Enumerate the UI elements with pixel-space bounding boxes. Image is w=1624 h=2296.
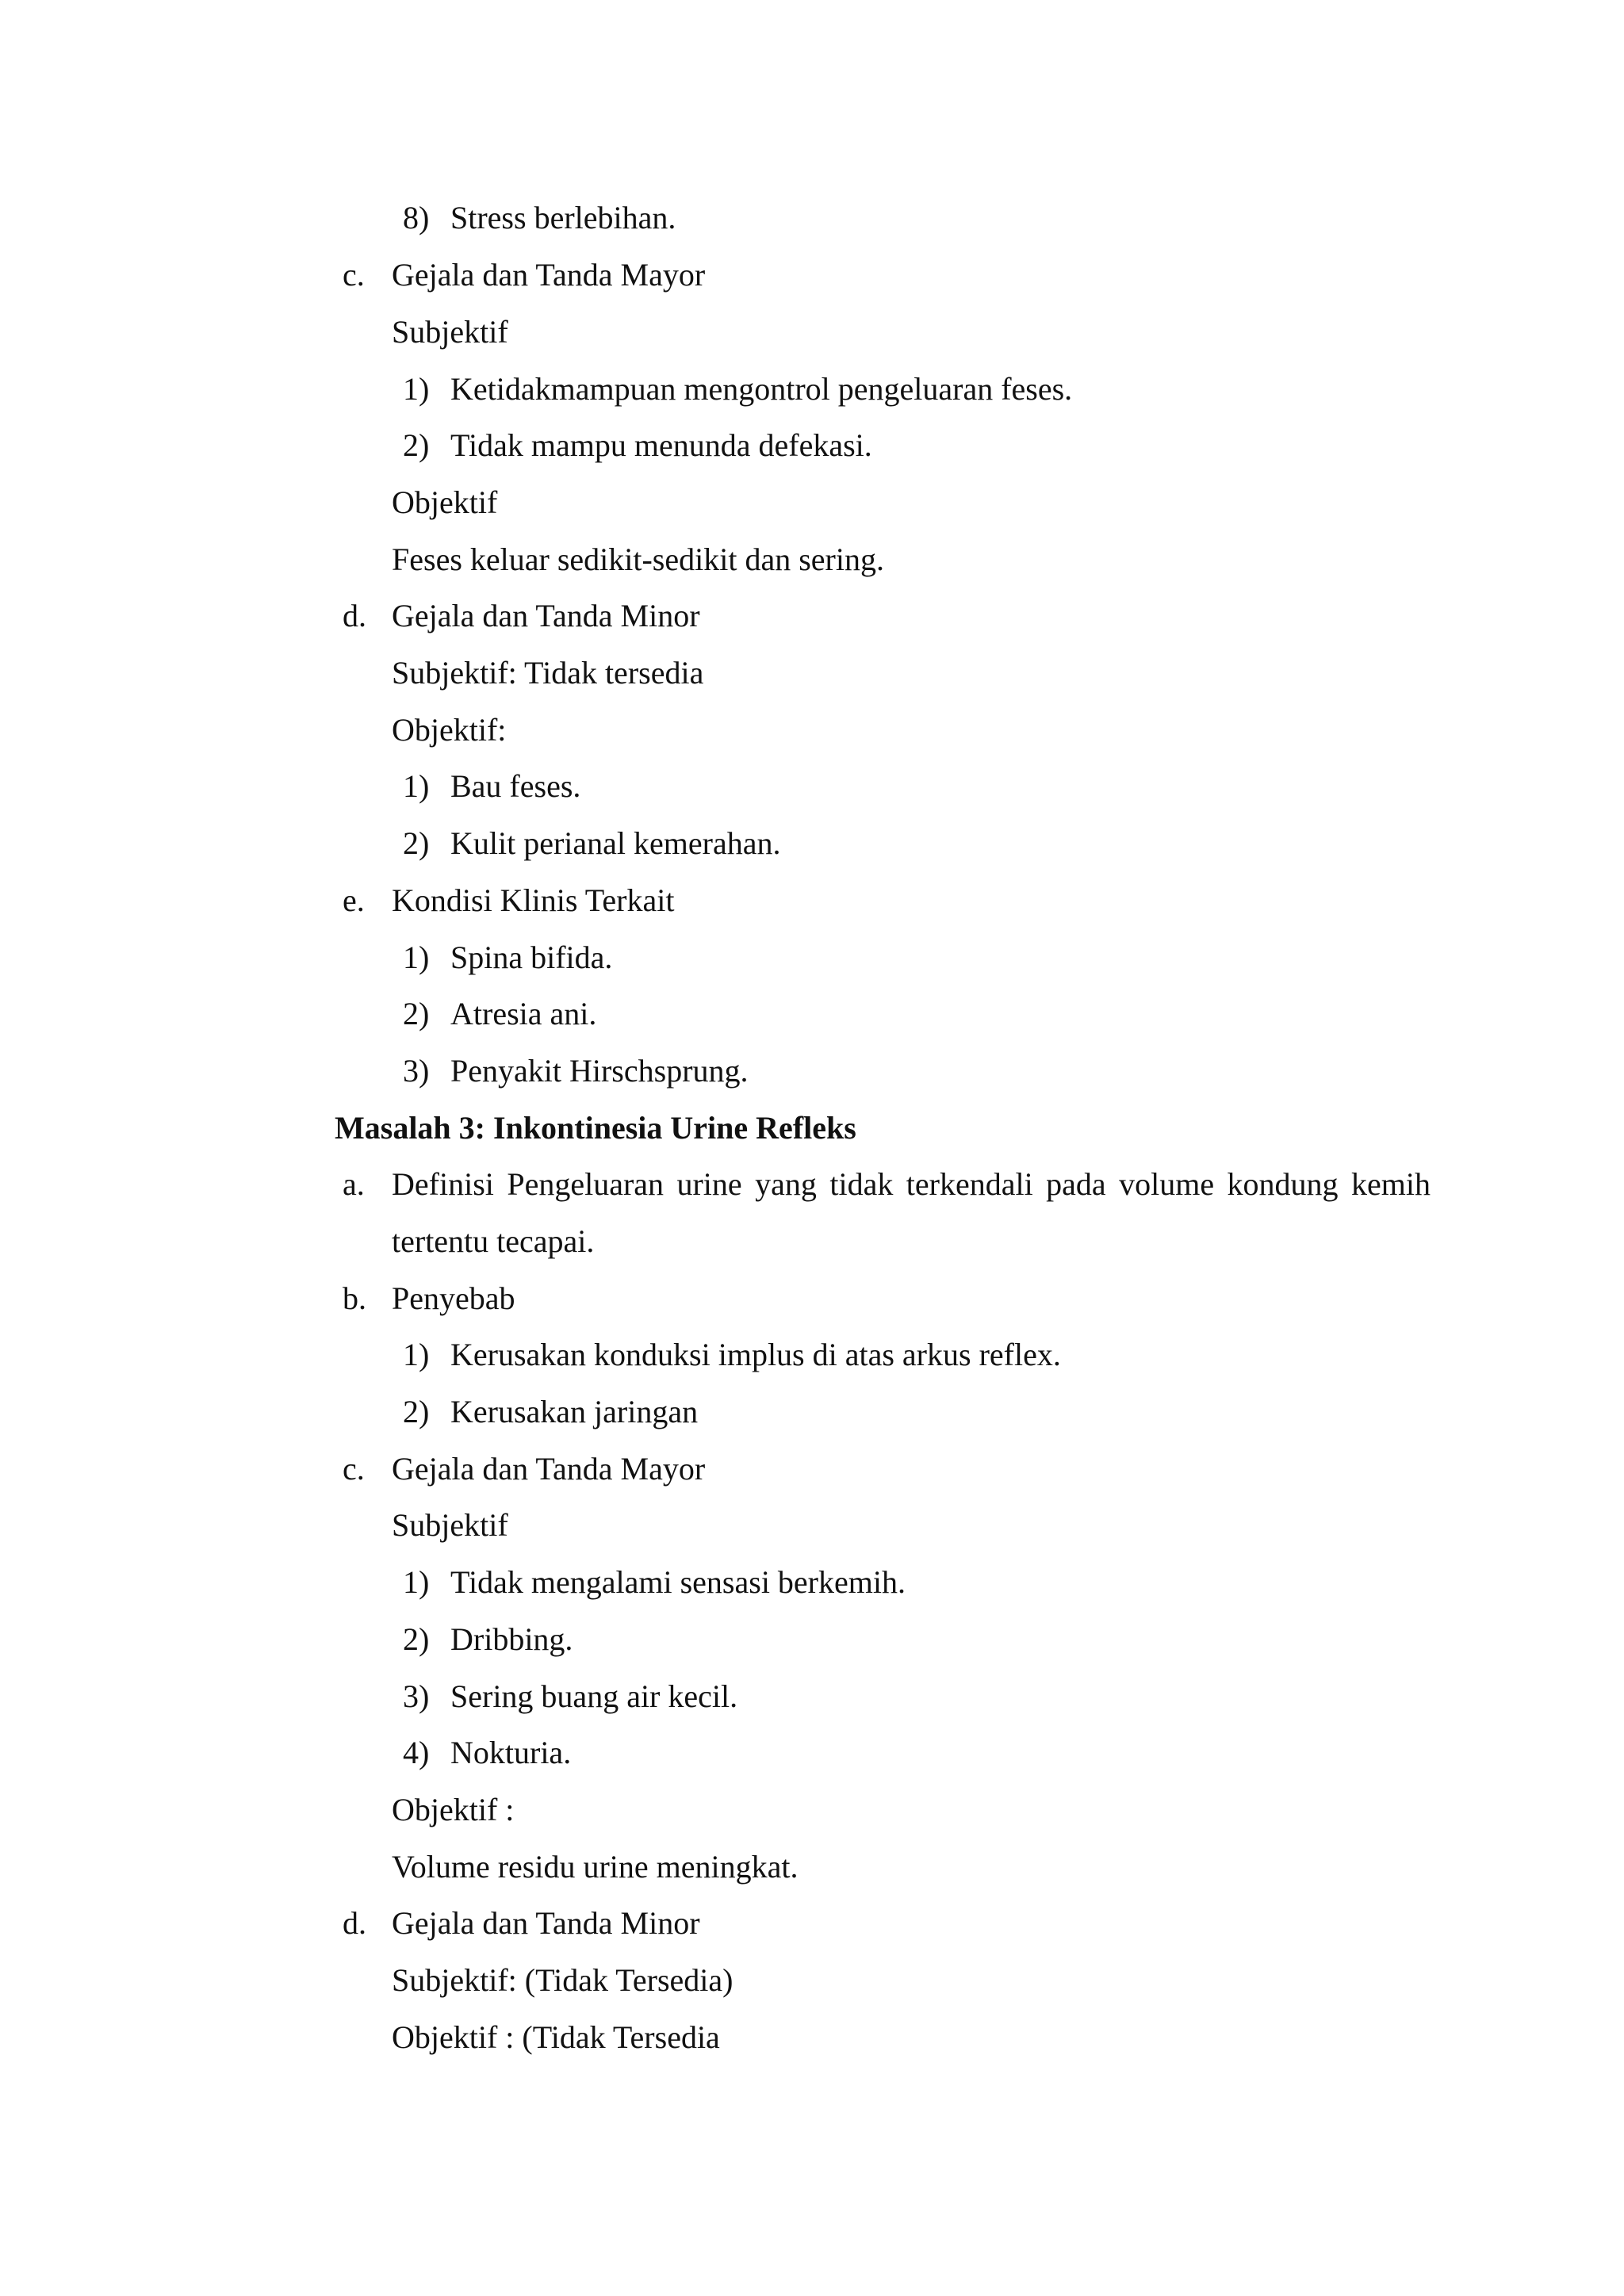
section-heading: Gejala dan Tanda Mayor — [392, 1451, 706, 1487]
list-number: 1) — [403, 939, 430, 975]
list-number: 1) — [403, 768, 430, 804]
list-item-text: Atresia ani. — [450, 996, 597, 1031]
subheading: Subjektif — [392, 1507, 508, 1543]
list-number: 4) — [403, 1735, 430, 1770]
list-number: 2) — [403, 996, 430, 1031]
section-heading: Gejala dan Tanda Mayor — [392, 257, 706, 293]
list-letter: a. — [343, 1166, 365, 1202]
paragraph-text: Volume residu urine meningkat. — [392, 1849, 799, 1885]
list-item-text: Dribbing. — [450, 1621, 573, 1657]
list-letter: e. — [343, 882, 365, 918]
list-letter: d. — [343, 1905, 366, 1941]
list-item-text: Kerusakan jaringan — [450, 1394, 699, 1429]
paragraph-text: Subjektif: Tidak tersedia — [392, 655, 704, 691]
list-number: 3) — [403, 1678, 430, 1714]
section-heading: Penyebab — [392, 1280, 515, 1316]
section-heading: Kondisi Klinis Terkait — [392, 882, 675, 918]
section-heading: Gejala dan Tanda Minor — [392, 598, 700, 633]
section-heading: Gejala dan Tanda Minor — [392, 1905, 700, 1941]
list-item-text: Nokturia. — [450, 1735, 572, 1770]
list-item-text: Ketidakmampuan mengontrol pengeluaran feses. — [450, 371, 1073, 407]
list-item-text: Bau feses. — [450, 768, 581, 804]
list-number: 1) — [403, 371, 430, 407]
list-item-text: Sering buang air kecil. — [450, 1678, 738, 1714]
subheading: Objektif: — [392, 712, 507, 748]
subheading: Objektif — [392, 484, 498, 520]
list-item-text: Stress berlebihan. — [450, 200, 676, 235]
list-letter: d. — [343, 598, 366, 633]
list-item-text: Tidak mampu menunda defekasi. — [450, 427, 872, 463]
list-number: 2) — [403, 427, 430, 463]
list-item-text: Kulit perianal kemerahan. — [450, 825, 781, 861]
list-number: 2) — [403, 1621, 430, 1657]
subheading: Objektif : — [392, 1792, 515, 1827]
definition-text: Definisi Pengeluaran urine yang tidak terkendali pada volume kondung kemih — [392, 1166, 1431, 1202]
paragraph-text: Subjektif: (Tidak Tersedia) — [392, 1962, 733, 1998]
list-number: 3) — [403, 1053, 430, 1089]
paragraph-text: Feses keluar sedikit-sedikit dan sering. — [392, 541, 884, 577]
problem-heading: Masalah 3: Inkontinesia Urine Refleks — [335, 1110, 856, 1146]
list-number: 2) — [403, 1394, 430, 1429]
list-item-text: Spina bifida. — [450, 939, 613, 975]
list-number: 1) — [403, 1337, 430, 1372]
list-item-text: Penyakit Hirschsprung. — [450, 1053, 749, 1089]
subheading: Subjektif — [392, 314, 508, 350]
list-item-text: Kerusakan konduksi implus di atas arkus reflex. — [450, 1337, 1061, 1372]
list-number: 2) — [403, 825, 430, 861]
list-letter: b. — [343, 1280, 366, 1316]
list-letter: c. — [343, 1451, 365, 1487]
list-number: 1) — [403, 1564, 430, 1600]
list-number: 8) — [403, 200, 430, 235]
definition-text-continued: tertentu tecapai. — [392, 1223, 595, 1259]
paragraph-text: Objektif : (Tidak Tersedia — [392, 2019, 720, 2055]
list-item-text: Tidak mengalami sensasi berkemih. — [450, 1564, 906, 1600]
list-letter: c. — [343, 257, 365, 293]
